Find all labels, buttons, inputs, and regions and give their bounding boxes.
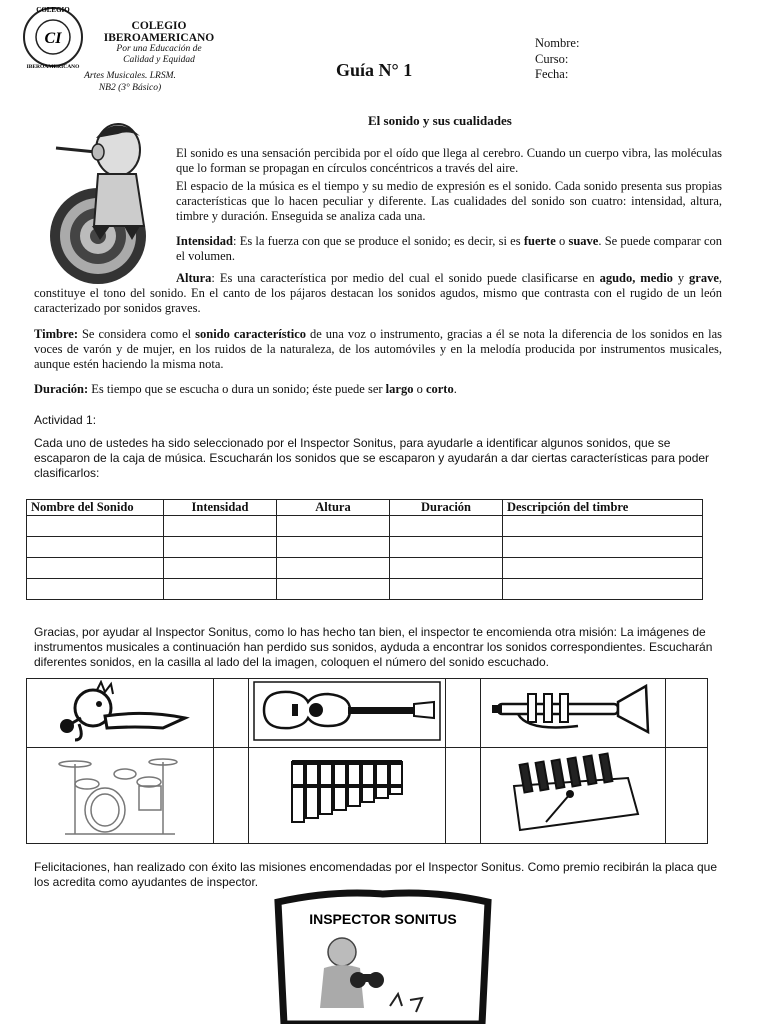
logo-initials: CI [44,30,62,47]
answer-cell[interactable] [666,748,708,844]
image-cell-singer [27,679,214,748]
table-cell[interactable] [277,579,390,600]
table-cell[interactable] [503,537,703,558]
image-cell-xylophone [481,748,666,844]
guitar-image [252,680,442,742]
answer-cell[interactable] [446,748,481,844]
altura-bold-3: grave [689,271,719,285]
intensidad-text-2: o [555,234,569,248]
xylophone-image [498,748,648,838]
school-line2: IBEROAMERICANO [103,32,215,44]
table-cell[interactable] [277,558,390,579]
school-logo [22,2,84,72]
altura-text: : Es una característica por medio del cual el sonido puede clasificarse en [211,271,600,285]
table-cell[interactable] [503,516,703,537]
col-header-intensidad: Intensidad [164,500,277,516]
activity-label: Actividad 1: [34,413,97,427]
table-row [27,748,708,844]
col-header-nombre: Nombre del Sonido [27,500,164,516]
intensidad-text-3: . Se puede comparar con el volumen. [176,234,722,264]
intro-paragraph-1: El sonido es una sensación percibida por el oído que llega al cerebro. Cuando un cuerpo vibra, las moléculas que lo forman se propagan en círculos concéntricos a través del aire. [176,146,722,176]
table-cell[interactable] [164,558,277,579]
table-cell[interactable] [390,537,503,558]
motto-line2: Calidad y Equidad [123,55,195,65]
table-cell[interactable] [164,537,277,558]
activity-text: Cada uno de ustedes ha sido seleccionado por el Inspector Sonitus, para ayudarle a identificar algunos sonidos, que se escaparon de la caja de música. Escucharán los sonidos que se escaparon y ayudarán a dar ciertas características para poder clasificarlos: [34,436,710,481]
timbre-term: Timbre: [34,327,78,341]
duracion-text-2: o [413,382,426,396]
table-row [27,679,708,748]
image-cell-trumpet [481,679,666,748]
altura-sep-2: y [672,271,690,285]
altura-paragraph [34,271,722,317]
intensidad-paragraph [176,234,722,264]
listening-boy-illustration [36,116,162,286]
answer-cell[interactable] [214,748,249,844]
altura-bold-2: medio [640,271,673,285]
table-cell[interactable] [503,558,703,579]
duracion-paragraph [34,382,722,397]
table-cell[interactable] [27,537,164,558]
subject-line1: Artes Musicales. LRSM. [84,71,176,81]
image-cell-guitar [249,679,446,748]
duracion-term: Duración: [34,382,89,396]
intensidad-term: Intensidad [176,234,233,248]
table-cell[interactable] [390,558,503,579]
table-row [27,579,703,600]
field-nombre[interactable]: Nombre: [535,36,580,50]
col-header-duracion: Duración [390,500,503,516]
table-cell[interactable] [164,579,277,600]
page-title: Guía N° 1 [336,60,413,80]
table-row [27,537,703,558]
section-title: El sonido y sus cualidades [368,113,512,128]
table-header-row [27,500,703,516]
closing-text: Felicitaciones, han realizado con éxito las misiones encomendadas por el Inspector Sonitus. Como premio recibirán la placa que los acredita como ayudantes de inspector. [34,860,718,889]
drum-kit-image [45,748,195,838]
school-line1: COLEGIO [131,20,187,32]
answer-cell[interactable] [446,679,481,748]
timbre-bold: sonido característico [195,327,307,341]
table-cell[interactable] [164,516,277,537]
field-curso[interactable]: Curso: [535,51,569,66]
mission-text: Gracias, por ayudar al Inspector Sonitus, como lo has hecho tan bien, el inspector te encomienda otra misión: La imágenes de instrumentos musicales a continuación han perdido sus sonidos, ayduda a encontrar los sonidos correspondientes. Escucharán diferentes sonidos, en la casilla al lado del la imagen, coloquen el número del sonido escuchado. [34,625,713,669]
table-cell[interactable] [277,537,390,558]
intensidad-bold-1: fuerte [523,234,556,248]
subject-block [70,70,190,94]
subject-line2: NB2 (3° Básico) [98,83,162,93]
motto-line1: Por una Educación de [116,44,202,54]
intensidad-text: : Es la fuerza con que se produce el sonido; es decir, si es [232,234,524,248]
table-cell[interactable] [390,516,503,537]
altura-text-2: , constituye el tono del sonido. En el canto de los pájaros destacan los sonidos agudos, mismo que contrasta con el rugido de un león caracterizado por sonidos graves. [34,271,723,316]
table-row [27,558,703,579]
student-fields [535,36,579,83]
school-name-block [96,20,222,66]
duracion-bold-1: largo [385,382,414,396]
timbre-paragraph [34,327,722,373]
answer-cell[interactable] [666,679,708,748]
table-row [27,516,703,537]
field-fecha[interactable]: Fecha: [535,67,569,81]
duracion-text: Es tiempo que se escucha o dura un sonido; éste puede ser [88,382,386,396]
logo-text-top: COLEGIO [36,6,70,14]
answer-cell[interactable] [214,679,249,748]
trumpet-image [488,680,658,742]
badge-title: INSPECTOR SONITUS [309,911,457,927]
logo-text-bottom: IBEROAMERICANO [26,64,80,70]
table-cell[interactable] [503,579,703,600]
table-cell[interactable] [277,516,390,537]
col-header-altura: Altura [277,500,390,516]
timbre-text-2: de una voz o instrumento, gracias a él se nota la diferencia de los sonidos en las voces de varón y de mujer, en los ruidos de la naturaleza, de los automóviles y en la melodía producida por instrumentos musicales, aunque estén haciendo la misma nota. [34,327,722,372]
sound-classification-table [26,499,703,600]
table-cell[interactable] [390,579,503,600]
altura-sep-1: , [632,271,641,285]
altura-bold-1: agudo [599,271,633,285]
col-header-timbre: Descripción del timbre [503,500,703,516]
singer-cartoon-image [45,680,195,742]
duracion-bold-2: corto [425,382,454,396]
table-cell[interactable] [27,579,164,600]
timbre-text: Se considera como el [77,327,196,341]
intro-paragraph-2: El espacio de la música es el tiempo y su medio de expresión es el sonido. Cada sonido presenta sus propias características que lo hacen peculiar y diferente. Las cualidades del sonido son cuatro: intensidad, altura, timbre y duración. Enseguida se analiza cada una. [176,179,722,224]
duracion-text-3: . [453,382,457,396]
table-cell[interactable] [27,516,164,537]
intensidad-bold-2: suave [568,234,599,248]
instrument-match-table [26,678,708,844]
image-cell-panflute [249,748,446,844]
altura-term: Altura [176,271,212,285]
pan-flute-image [272,748,422,838]
image-cell-drums [27,748,214,844]
table-cell[interactable] [27,558,164,579]
inspector-badge [272,888,494,1024]
